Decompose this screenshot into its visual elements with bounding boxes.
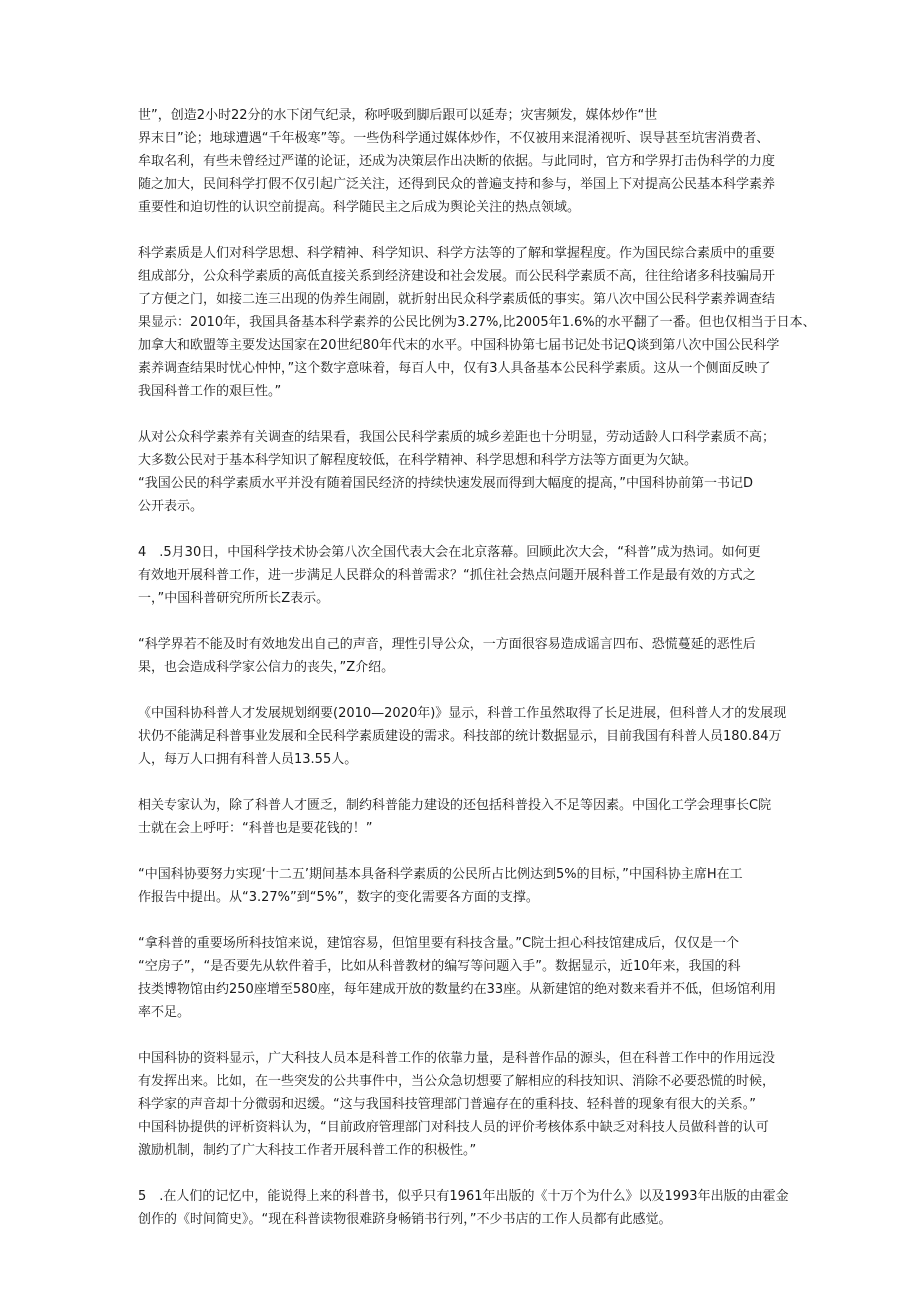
text-line: 加拿大和欧盟等主要发达国家在20世纪80年代末的水平。中国科协第七届书记处书记Q谈到第八次中国公民科学: [138, 338, 780, 353]
text-line: 中国科协的资料显示，广大科技人员本是科普工作的依靠力量，是科普作品的源头，但在科普工作中的作用远没: [138, 1051, 776, 1066]
text-line: 作报告中提出。从“3.27%”到“5%”，数字的变化需要各方面的支撑。: [138, 890, 539, 905]
text-line: 4 .5月30日，中国科学技术协会第八次全国代表大会在北京落幕。回顾此次大会，“科普”成为热词。如何更: [138, 545, 761, 560]
text-line: 科学家的声音却十分微弱和迟缓。“这与我国科技管理部门普遍存在的重科技、轻科普的现象有很大的关系。”: [138, 1097, 756, 1112]
text-line: 我国科普工作的艰巨性。”: [138, 384, 282, 399]
text-line: 一，”中国科普研究所所长Z表示。: [138, 591, 330, 606]
text-line: “科学界若不能及时有效地发出自己的声音，理性引导公众，一方面很容易造成谣言四布、恐慌蔓延的恶性后: [138, 637, 756, 652]
paragraph: [138, 426, 800, 518]
text-line: “中国科协要努力实现‘十二五’期间基本具备科学素质的公民所占比例达到5%的目标，”中国科协主席H在工: [138, 867, 743, 882]
text-line: 创作的《时间简史》。“现在科普读物很难跻身畅销书行列，”不少书店的工作人员都有此感觉。: [138, 1212, 672, 1227]
text-line: 技类博物馆由约250座增至580座，每年建成开放的数量约在33座。从新建馆的绝对数来看并不低，但场馆利用: [138, 982, 777, 997]
text-line: 有发挥出来。比如，在一些突发的公共事件中，当公众急切想要了解相应的科技知识、消除不必要恐慌的时候，: [138, 1074, 776, 1089]
document-body: [138, 104, 816, 1254]
paragraph: [138, 104, 800, 219]
text-line: 大多数公民对于基本科学知识了解程度较低，在科学精神、科学思想和科学方法等方面更为欠缺。: [138, 453, 698, 468]
paragraph: [138, 702, 800, 771]
paragraph: [138, 1047, 800, 1162]
text-line: 果，也会造成科学家公信力的丧失，”Z介绍。: [138, 660, 395, 675]
text-line: 士就在会上呼吁：“科普也是要花钱的！”: [138, 821, 373, 836]
paragraph: [138, 794, 800, 840]
text-line: 状仍不能满足科普事业发展和全民科学素质建设的需求。科技部的统计数据显示，目前我国有科普人员180.84万: [138, 729, 782, 744]
text-line: 相关专家认为，除了科普人才匮乏，制约科普能力建设的还包括科普投入不足等因素。中国化工学会理事长C院: [138, 798, 772, 813]
text-line: 中国科协提供的评析资料认为，“目前政府管理部门对科技人员的评价考核体系中缺乏对科技人员做科普的认可: [138, 1120, 769, 1135]
paragraph: [138, 932, 800, 1024]
text-line: 了方便之门，如接二连三出现的伪养生闹剧，就折射出民众科学素质低的事实。第八次中国公民科学素养调查结: [138, 292, 776, 307]
text-line: 随之加大，民间科学打假不仅引起广泛关注，还得到民众的普遍支持和参与，举国上下对提高公民基本科学素养: [138, 177, 776, 192]
text-line: 果显示：2010年，我国具备基本科学素养的公民比例为3.27%,比2005年1.6%的水平翻了一番。但也仅相当于日本、: [138, 315, 816, 330]
text-line: 有效地开展科普工作，进一步满足人民群众的科普需求？“抓住社会热点问题开展科普工作是最有效的方式之: [138, 568, 756, 583]
text-line: 界末日”论；地球遭遇“千年极寒”等。一些伪科学通过媒体炒作，不仅被用来混淆视听、误导甚至坑害消费者、: [138, 131, 770, 146]
text-line: 《中国科协科普人才发展规划纲要(2010—2020年)》显示，科普工作虽然取得了长足进展，但科普人才的发展现: [138, 706, 787, 721]
text-line: 组成部分，公众科学素质的高低直接关系到经济建设和社会发展。而公民科学素质不高，往往给诸多科技骗局开: [138, 269, 776, 284]
paragraph: [138, 633, 800, 679]
text-line: “空房子”，“是否要先从软件着手，比如从科普教材的编写等问题入手”。数据显示，近10年来，我国的科: [138, 959, 741, 974]
text-line: 5 .在人们的记忆中，能说得上来的科普书，似乎只有1961年出版的《十万个为什么》以及1993年出版的由霍金: [138, 1189, 789, 1204]
paragraph: [138, 1185, 800, 1231]
text-line: 激励机制，制约了广大科技工作者开展科普工作的积极性。”: [138, 1143, 477, 1158]
text-line: 人，每万人口拥有科普人员13.55人。: [138, 752, 358, 767]
text-line: 公开表示。: [138, 499, 204, 514]
text-line: 率不足。: [138, 1005, 191, 1020]
text-line: 素养调查结果时忧心忡忡，”这个数字意味着，每百人中，仅有3人具备基本公民科学素质。这从一个侧面反映了: [138, 361, 771, 376]
paragraph: [138, 863, 800, 909]
text-line: 从对公众科学素养有关调查的结果看，我国公民科学素质的城乡差距也十分明显，劳动适龄人口科学素质不高；: [138, 430, 776, 445]
paragraph: [138, 242, 816, 403]
text-line: 重要性和迫切性的认识空前提高。科学随民主之后成为舆论关注的热点领域。: [138, 200, 581, 215]
paragraph: [138, 541, 800, 610]
text-line: 世”，创造2小时22分的水下闭气纪录，称呼吸到脚后跟可以延寿；灾害频发，媒体炒作“世: [138, 108, 658, 123]
text-line: “拿科普的重要场所科技馆来说，建馆容易，但馆里要有科技含量。”C院士担心科技馆建成后，仅仅是一个: [138, 936, 740, 951]
text-line: “我国公民的科学素质水平并没有随着国民经济的持续快速发展而得到大幅度的提高，”中国科协前第一书记D: [138, 476, 753, 491]
text-line: 科学素质是人们对科学思想、科学精神、科学知识、科学方法等的了解和掌握程度。作为国民综合素质中的重要: [138, 246, 776, 261]
text-line: 牟取名利，有些未曾经过严谨的论证，还成为决策层作出决断的依据。与此同时，官方和学界打击伪科学的力度: [138, 154, 776, 169]
